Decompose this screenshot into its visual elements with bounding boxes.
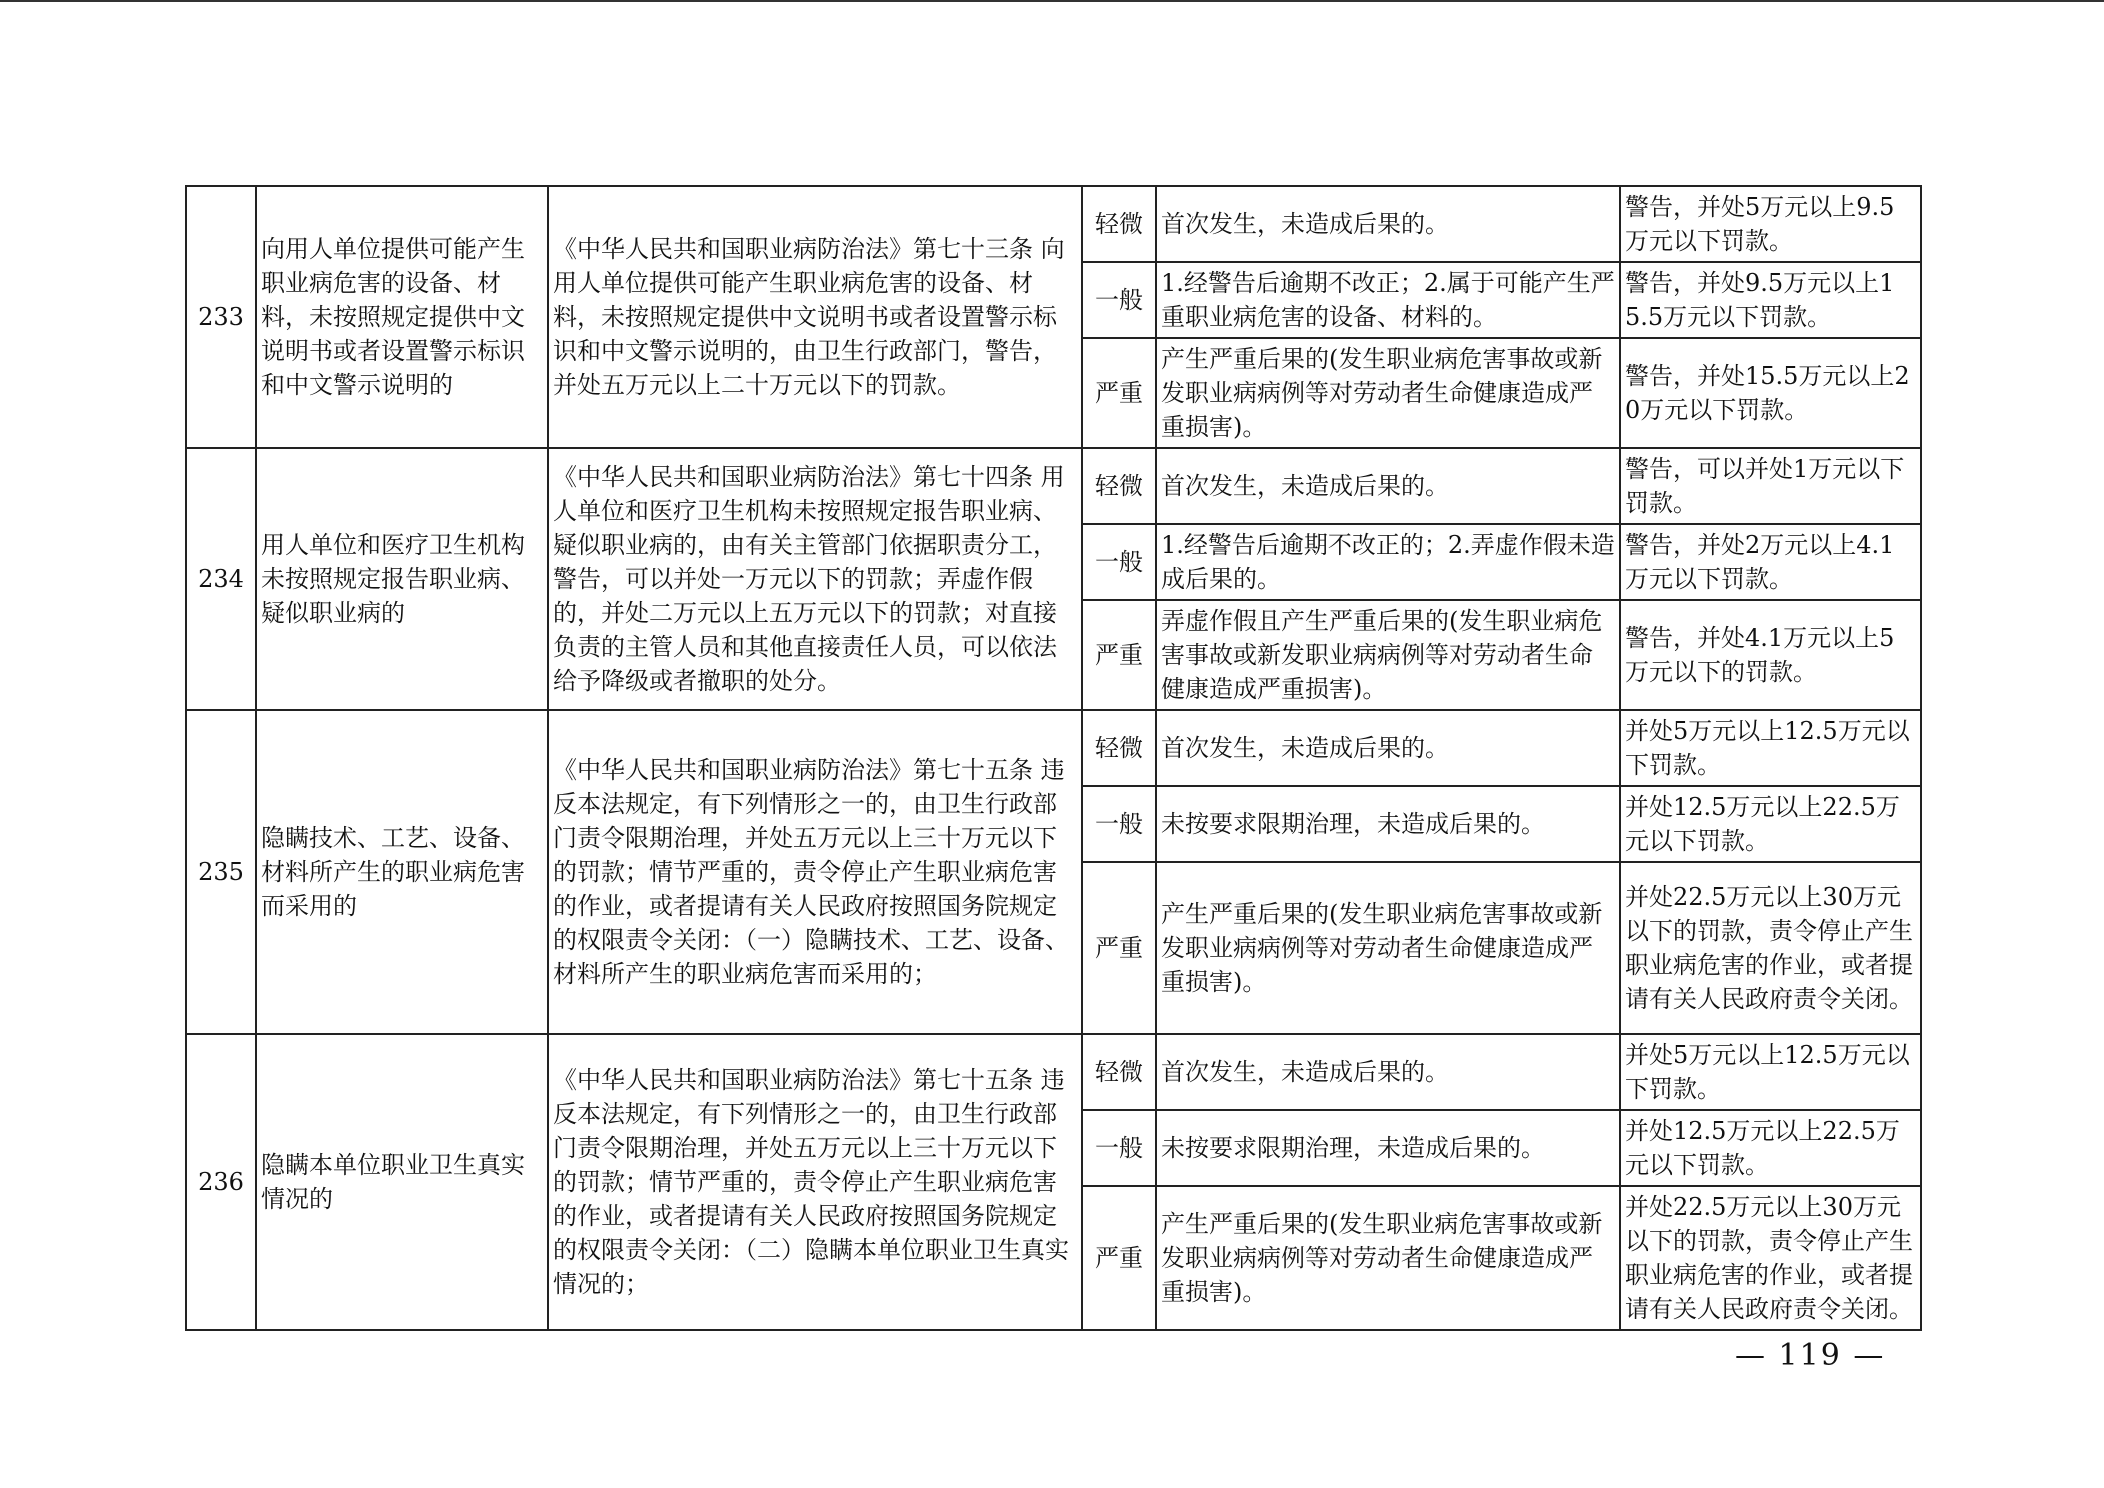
severity-level: 一般 (1082, 524, 1156, 600)
page-number: — 119 — (1735, 1338, 1886, 1373)
legal-basis: 《中华人民共和国职业病防治法》第七十五条 违反本法规定，有下列情形之一的，由卫生行政部门责令限期治理，并处五万元以上三十万元以下的罚款；情节严重的，责令停止产生职业病危害的作业，或者提请有关人民政府按照国务院规定的权限责令关闭：（一）隐瞒技术、工艺、设备、材料所产生的职业病危害而采用的； (548, 710, 1082, 1034)
penalty-table (185, 185, 1922, 1331)
circumstance: 1.经警告后逾期不改正；2.属于可能产生严重职业病危害的设备、材料的。 (1156, 262, 1620, 338)
table-row (186, 186, 1921, 262)
severity-level: 轻微 (1082, 710, 1156, 786)
circumstance: 弄虚作假且产生严重后果的(发生职业病危害事故或新发职业病病例等对劳动者生命健康造成严重损害)。 (1156, 600, 1620, 710)
circumstance: 首次发生，未造成后果的。 (1156, 1034, 1620, 1110)
item-number: 233 (186, 186, 256, 448)
violation-description: 向用人单位提供可能产生职业病危害的设备、材料，未按照规定提供中文说明书或者设置警示标识和中文警示说明的 (256, 186, 548, 448)
penalty: 警告，并处9.5万元以上15.5万元以下罚款。 (1620, 262, 1921, 338)
circumstance: 首次发生，未造成后果的。 (1156, 710, 1620, 786)
top-rule (0, 0, 2104, 2)
severity-level: 轻微 (1082, 448, 1156, 524)
penalty: 并处12.5万元以上22.5万元以下罚款。 (1620, 786, 1921, 862)
violation-description: 用人单位和医疗卫生机构未按照规定报告职业病、疑似职业病的 (256, 448, 548, 710)
severity-level: 严重 (1082, 338, 1156, 448)
circumstance: 产生严重后果的(发生职业病危害事故或新发职业病病例等对劳动者生命健康造成严重损害)。 (1156, 338, 1620, 448)
penalty: 警告，并处4.1万元以上5万元以下的罚款。 (1620, 600, 1921, 710)
penalty: 并处12.5万元以上22.5万元以下罚款。 (1620, 1110, 1921, 1186)
penalty: 并处5万元以上12.5万元以下罚款。 (1620, 1034, 1921, 1110)
circumstance: 产生严重后果的(发生职业病危害事故或新发职业病病例等对劳动者生命健康造成严重损害)。 (1156, 1186, 1620, 1330)
severity-level: 严重 (1082, 600, 1156, 710)
penalty: 警告，并处5万元以上9.5万元以下罚款。 (1620, 186, 1921, 262)
circumstance: 未按要求限期治理，未造成后果的。 (1156, 786, 1620, 862)
severity-level: 轻微 (1082, 186, 1156, 262)
penalty: 并处22.5万元以上30万元以下的罚款，责令停止产生职业病危害的作业，或者提请有关人民政府责令关闭。 (1620, 862, 1921, 1034)
penalty: 警告，并处2万元以上4.1万元以下罚款。 (1620, 524, 1921, 600)
severity-level: 严重 (1082, 862, 1156, 1034)
severity-level: 一般 (1082, 262, 1156, 338)
circumstance: 首次发生，未造成后果的。 (1156, 448, 1620, 524)
circumstance: 首次发生，未造成后果的。 (1156, 186, 1620, 262)
penalty: 警告，并处15.5万元以上20万元以下罚款。 (1620, 338, 1921, 448)
severity-level: 严重 (1082, 1186, 1156, 1330)
violation-description: 隐瞒本单位职业卫生真实情况的 (256, 1034, 548, 1330)
circumstance: 1.经警告后逾期不改正的；2.弄虚作假未造成后果的。 (1156, 524, 1620, 600)
item-number: 235 (186, 710, 256, 1034)
severity-level: 一般 (1082, 1110, 1156, 1186)
penalty: 并处5万元以上12.5万元以下罚款。 (1620, 710, 1921, 786)
penalty: 警告，可以并处1万元以下罚款。 (1620, 448, 1921, 524)
item-number: 234 (186, 448, 256, 710)
item-number: 236 (186, 1034, 256, 1330)
legal-basis: 《中华人民共和国职业病防治法》第七十四条 用人单位和医疗卫生机构未按照规定报告职业病、疑似职业病的，由有关主管部门依据职责分工，警告，可以并处一万元以下的罚款；弄虚作假的，并处二万元以上五万元以下的罚款；对直接负责的主管人员和其他直接责任人员，可以依法给予降级或者撤职的处分。 (548, 448, 1082, 710)
table-row (186, 448, 1921, 524)
severity-level: 一般 (1082, 786, 1156, 862)
penalty: 并处22.5万元以上30万元以下的罚款，责令停止产生职业病危害的作业，或者提请有关人民政府责令关闭。 (1620, 1186, 1921, 1330)
violation-description: 隐瞒技术、工艺、设备、材料所产生的职业病危害而采用的 (256, 710, 548, 1034)
circumstance: 产生严重后果的(发生职业病危害事故或新发职业病病例等对劳动者生命健康造成严重损害)。 (1156, 862, 1620, 1034)
table-row (186, 1034, 1921, 1110)
circumstance: 未按要求限期治理，未造成后果的。 (1156, 1110, 1620, 1186)
legal-basis: 《中华人民共和国职业病防治法》第七十五条 违反本法规定，有下列情形之一的，由卫生行政部门责令限期治理，并处五万元以上三十万元以下的罚款；情节严重的，责令停止产生职业病危害的作业，或者提请有关人民政府按照国务院规定的权限责令关闭：（二）隐瞒本单位职业卫生真实情况的； (548, 1034, 1082, 1330)
severity-level: 轻微 (1082, 1034, 1156, 1110)
table-row (186, 710, 1921, 786)
legal-basis: 《中华人民共和国职业病防治法》第七十三条 向用人单位提供可能产生职业病危害的设备、材料，未按照规定提供中文说明书或者设置警示标识和中文警示说明的，由卫生行政部门，警告，并处五万元以上二十万元以下的罚款。 (548, 186, 1082, 448)
